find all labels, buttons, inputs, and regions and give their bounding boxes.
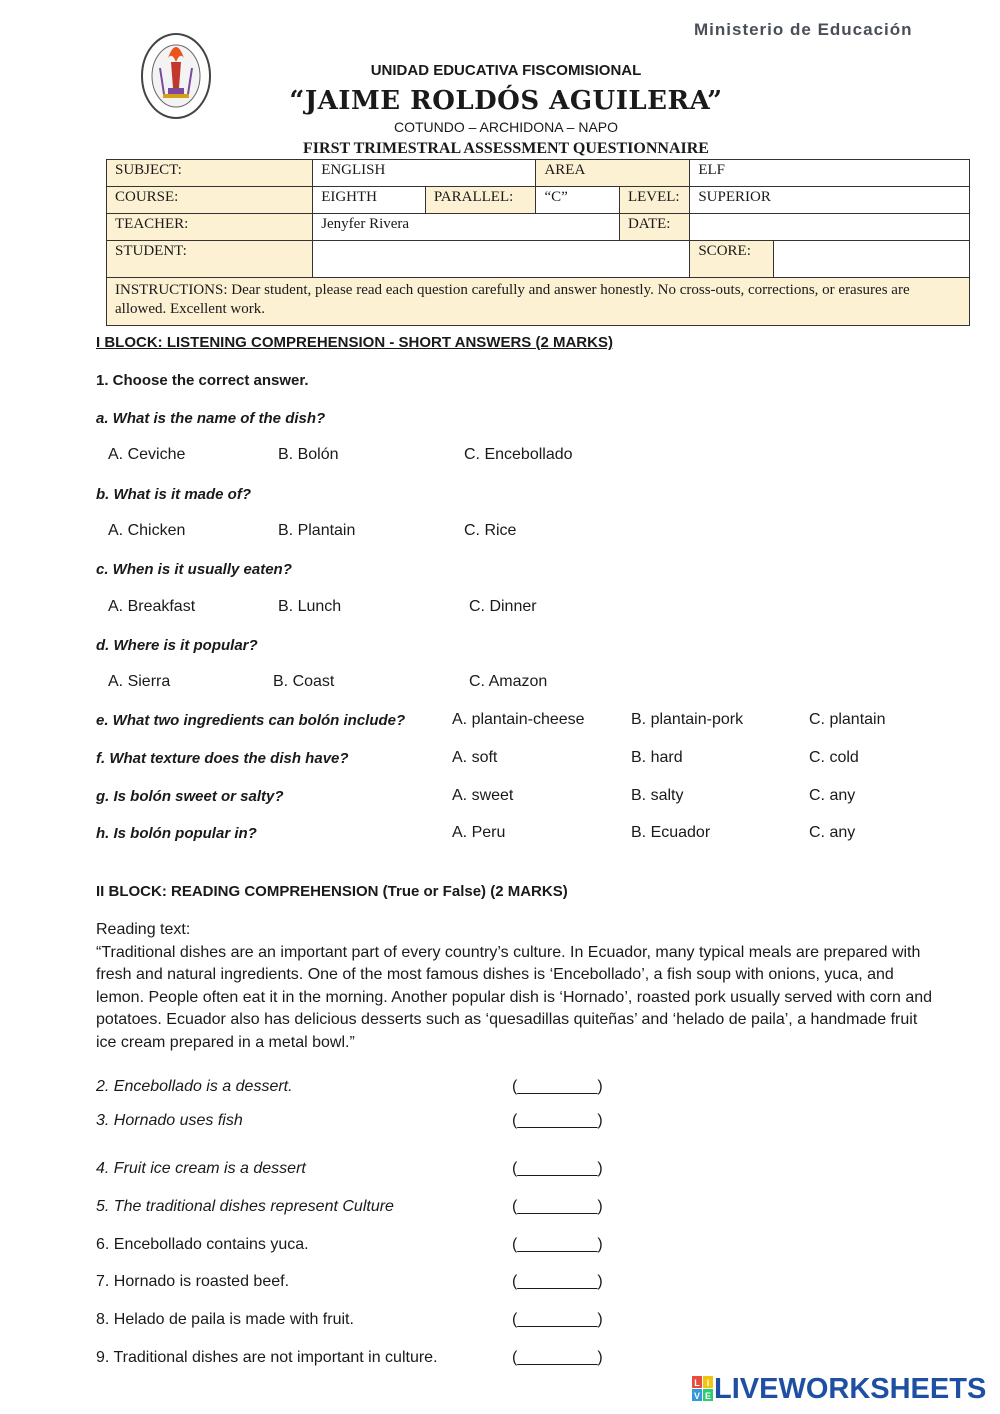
badge-letter-v: V — [693, 1391, 701, 1401]
badge-letter-i: I — [706, 1378, 710, 1388]
question-f: f. What texture does the dish have? — [96, 750, 349, 767]
statement-5: 5. The traditional dishes represent Culture — [96, 1198, 394, 1215]
statement-2: 2. Encebollado is a dessert. — [96, 1078, 293, 1095]
option-e-2[interactable]: B. plantain-pork — [631, 711, 744, 728]
question-c: c. When is it usually eaten? — [96, 561, 292, 578]
question-e: e. What two ingredients can bolón include? — [96, 712, 406, 729]
option-d-1[interactable]: A. Sierra — [108, 673, 171, 690]
answer-blank-7[interactable]: (_________) — [512, 1273, 603, 1290]
block2-title: II BLOCK: READING COMPREHENSION (True or False) (2 MARKS) — [96, 883, 568, 900]
reading-label: Reading text: — [96, 921, 191, 938]
statement-8: 8. Helado de paila is made with fruit. — [96, 1311, 354, 1328]
reading-passage — [96, 919, 936, 1054]
question-g: g. Is bolón sweet or salty? — [96, 788, 284, 805]
school-location: COTUNDO – ARCHIDONA – NAPO — [393, 119, 619, 135]
answer-blank-4[interactable]: (_________) — [512, 1160, 603, 1177]
answer-blank-2[interactable]: (_________) — [512, 1078, 603, 1095]
option-h-1[interactable]: A. Peru — [452, 824, 506, 841]
level-label: LEVEL: — [619, 187, 689, 214]
option-h-3[interactable]: C. any — [809, 824, 856, 841]
option-a-2[interactable]: B. Bolón — [278, 446, 339, 463]
level-value: SUPERIOR — [690, 187, 970, 214]
option-b-1[interactable]: A. Chicken — [108, 522, 186, 539]
subject-value: ENGLISH — [313, 160, 536, 187]
ministry-title: Ministerio de Educación — [694, 20, 913, 39]
area-value: ELF — [690, 160, 970, 187]
course-label: COURSE: — [107, 187, 313, 214]
option-f-2[interactable]: B. hard — [631, 749, 683, 766]
option-d-2[interactable]: B. Coast — [273, 673, 335, 690]
student-label: STUDENT: — [107, 241, 313, 278]
student-info-table — [106, 159, 970, 326]
liveworksheets-text: LIVEWORKSHEETS — [714, 1372, 987, 1405]
date-label: DATE: — [619, 214, 689, 241]
statement-9: 9. Traditional dishes are not important in culture. — [96, 1349, 438, 1366]
student-name-field[interactable] — [313, 241, 690, 278]
reading-text: “Traditional dishes are an important part of every country’s culture. In Ecuador, many typical meals are prepared with fresh and natural ingredients. One of the most famous dishes is ‘Encebollado’, a fish soup with onions, yuca, and lemon. People often eat it in the morning. Another popular dish is ‘Hornado’, roasted pork usually served with corn and potatoes. Ecuador also has delicious desserts such as ‘quesadillas quiteñas’ and ‘helado de paila’, a handmade fruit ice cream prepared in a metal bowl.” — [96, 943, 933, 1051]
parallel-value: “C” — [536, 187, 619, 214]
answer-blank-3[interactable]: (_________) — [512, 1112, 603, 1129]
option-f-3[interactable]: C. cold — [809, 749, 859, 766]
answer-blank-5[interactable]: (_________) — [512, 1198, 603, 1215]
subject-label: SUBJECT: — [107, 160, 313, 187]
option-g-1[interactable]: A. sweet — [452, 787, 514, 804]
statement-6: 6. Encebollado contains yuca. — [96, 1236, 309, 1253]
option-c-1[interactable]: A. Breakfast — [108, 598, 196, 615]
option-a-3[interactable]: C. Encebollado — [464, 446, 573, 463]
parallel-label: PARALLEL: — [425, 187, 536, 214]
school-type: UNIDAD EDUCATIVA FISCOMISIONAL — [370, 62, 642, 79]
score-label: SCORE: — [690, 241, 773, 278]
option-h-2[interactable]: B. Ecuador — [631, 824, 711, 841]
statement-3: 3. Hornado uses fish — [96, 1112, 243, 1129]
block1-title: I BLOCK: LISTENING COMPREHENSION - SHORT ANSWERS (2 MARKS) — [96, 334, 613, 351]
option-d-3[interactable]: C. Amazon — [469, 673, 548, 690]
option-g-2[interactable]: B. salty — [631, 787, 684, 804]
score-field[interactable] — [773, 241, 969, 278]
answer-blank-9[interactable]: (_________) — [512, 1349, 603, 1366]
option-b-2[interactable]: B. Plantain — [278, 522, 356, 539]
teacher-value: Jenyfer Rivera — [313, 214, 620, 241]
option-e-1[interactable]: A. plantain-cheese — [452, 711, 585, 728]
answer-blank-8[interactable]: (_________) — [512, 1311, 603, 1328]
question-d: d. Where is it popular? — [96, 637, 258, 654]
liveworksheets-brand — [692, 1374, 986, 1404]
question-a: a. What is the name of the dish? — [96, 410, 326, 427]
block1-instruction: 1. Choose the correct answer. — [96, 372, 309, 389]
option-e-3[interactable]: C. plantain — [809, 711, 886, 728]
answer-blank-6[interactable]: (_________) — [512, 1236, 603, 1253]
badge-letter-l: L — [694, 1378, 700, 1388]
option-c-2[interactable]: B. Lunch — [278, 598, 342, 615]
exam-title: FIRST TRIMESTRAL ASSESSMENT QUESTIONNAIRE — [303, 140, 709, 157]
badge-letter-e: E — [704, 1391, 712, 1401]
date-field[interactable] — [690, 214, 970, 241]
statement-7: 7. Hornado is roasted beef. — [96, 1273, 290, 1290]
option-a-1[interactable]: A. Ceviche — [108, 446, 186, 463]
option-g-3[interactable]: C. any — [809, 787, 856, 804]
school-name: “JAIME ROLDÓS AGUILERA” — [289, 86, 723, 116]
teacher-label: TEACHER: — [107, 214, 313, 241]
liveworksheets-badge-icon — [692, 1376, 714, 1402]
option-b-3[interactable]: C. Rice — [464, 522, 517, 539]
option-c-3[interactable]: C. Dinner — [469, 598, 537, 615]
question-h: h. Is bolón popular in? — [96, 825, 257, 842]
question-b: b. What is it made of? — [96, 486, 252, 503]
course-value: EIGHTH — [313, 187, 426, 214]
statement-4: 4. Fruit ice cream is a dessert — [96, 1160, 306, 1177]
option-f-1[interactable]: A. soft — [452, 749, 498, 766]
area-label: AREA — [536, 160, 690, 187]
instructions: INSTRUCTIONS: Dear student, please read each question carefully and answer honestly. No cross-outs, corrections, or erasures are allowed. Excellent work. — [107, 278, 970, 326]
